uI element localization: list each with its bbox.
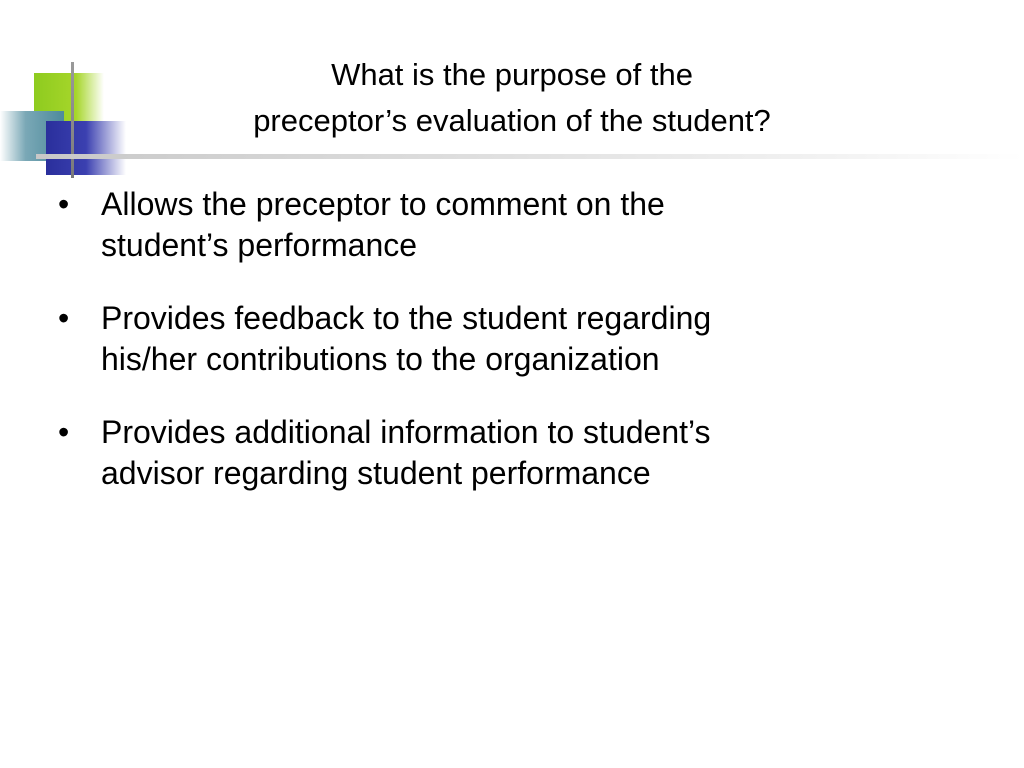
bullet-text-line: Provides feedback to the student regarding <box>101 300 712 336</box>
horizontal-rule <box>36 154 1024 159</box>
bullet-icon: • <box>58 300 70 336</box>
bullet-text-line: student’s performance <box>101 227 418 263</box>
bullet-item <box>58 184 898 266</box>
bullet-item <box>58 412 898 494</box>
slide-title-line-2: preceptor’s evaluation of the student? <box>253 103 771 138</box>
vertical-rule <box>71 62 74 178</box>
teal-square-decoration <box>0 111 64 161</box>
bullet-text-line: advisor regarding student performance <box>101 455 651 491</box>
bullet-text-line: his/her contributions to the organization <box>101 341 660 377</box>
slide-title <box>130 52 894 144</box>
bullet-icon: • <box>58 414 70 450</box>
bullet-text-line: Provides additional information to student’s <box>101 414 711 450</box>
green-square-decoration <box>34 73 104 121</box>
bullet-text-line: Allows the preceptor to comment on the <box>101 186 665 222</box>
bullet-item <box>58 298 898 380</box>
slide-title-line-1: What is the purpose of the <box>331 57 693 92</box>
bullet-list <box>58 184 898 526</box>
navy-square-decoration <box>46 121 126 175</box>
bullet-icon: • <box>58 186 70 222</box>
